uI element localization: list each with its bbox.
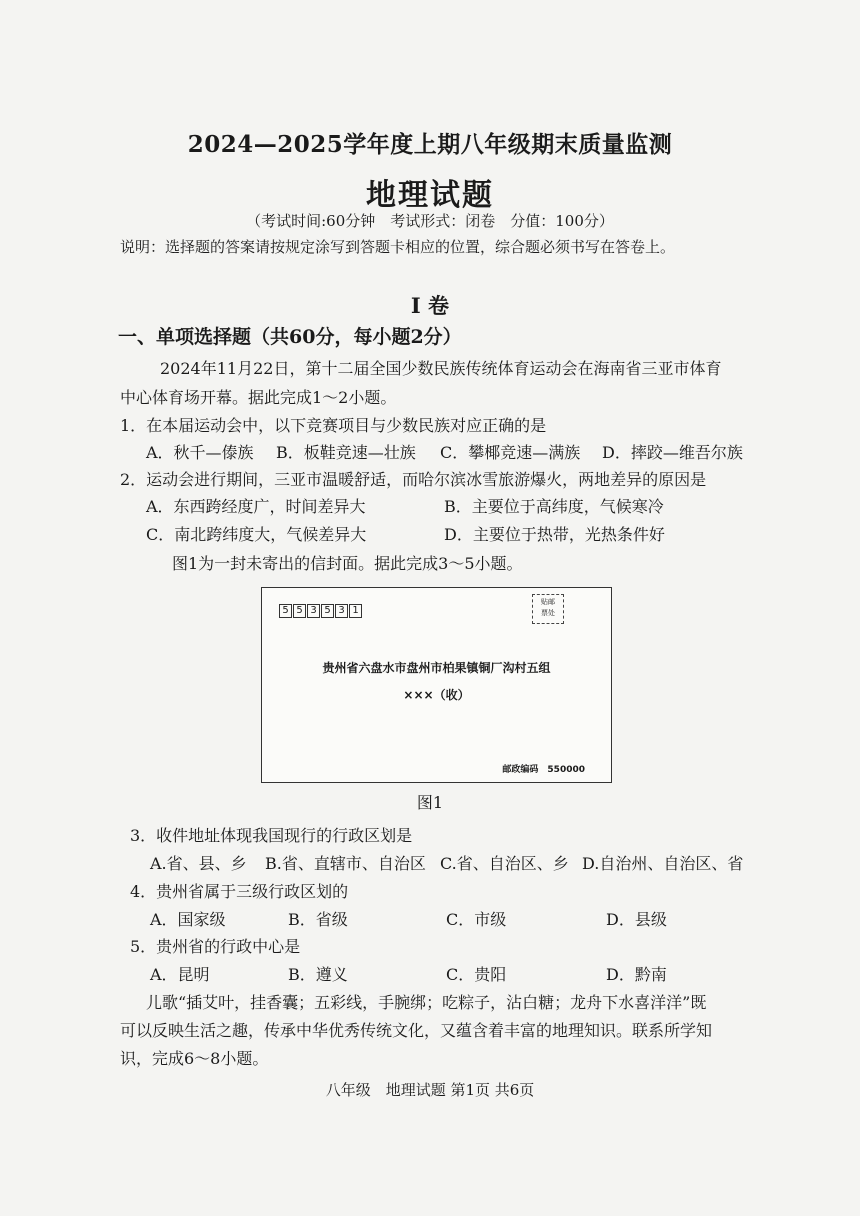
option-b: B．板鞋竞速—壮族 [276,443,416,462]
option-d: D.自治州、自治区、省 [582,854,744,873]
volume-heading: I 卷 [410,293,450,318]
figure-caption: 图1 [416,793,444,812]
option-c: C.省、自治区、乡 [440,854,569,873]
stamp-label: 贴邮 [541,598,555,606]
zip-digit: 5 [321,604,334,618]
option-a: A．秋千—傣族 [146,443,254,462]
zip-digit: 1 [349,604,362,618]
section-heading: 一、单项选择题（共60分，每小题2分） [118,326,462,348]
option-b: B．省级 [288,910,348,929]
intro-paragraph: 中心体育场开幕。据此完成1～2小题。 [120,388,397,407]
option-c: C．市级 [446,910,507,929]
option-c: C．贵阳 [446,965,507,984]
option-d: D．县级 [606,910,667,929]
question-stem: 2．运动会进行期间，三亚市温暖舒适，而哈尔滨冰雪旅游爆火，两地差异的原因是 [120,470,707,489]
envelope-figure [261,587,612,783]
zip-digit: 3 [335,604,348,618]
option-d: D．主要位于热带，光热条件好 [444,525,665,544]
option-a: A．昆明 [150,965,210,984]
exam-meta: （考试时间:60分钟 考试形式：闭卷 分值：100分） [246,212,614,230]
question-stem: 1．在本届运动会中，以下竞赛项目与少数民族对应正确的是 [120,416,547,435]
option-c: C．南北跨纬度大，气候差异大 [146,525,367,544]
question-stem: 3．收件地址体现我国现行的行政区划是 [130,826,413,845]
zip-digit: 5 [279,604,292,618]
question-stem: 5．贵州省的行政中心是 [130,937,301,956]
zip-code-boxes [279,598,363,618]
zip-digit: 3 [307,604,320,618]
envelope-address: 贵州省六盘水市盘州市柏果镇铜厂沟村五组 [322,661,551,675]
intro-paragraph: 可以反映生活之趣，传承中华优秀传统文化，又蕴含着丰富的地理知识。联系所学知 [120,1021,713,1040]
intro-paragraph: 识，完成6～8小题。 [120,1049,269,1068]
option-b: B.省、直辖市、自治区 [265,854,426,873]
option-d: D．摔跤—维吾尔族 [602,443,743,462]
option-d: D．黔南 [606,965,667,984]
stamp-box [532,594,564,624]
question-stem: 4．贵州省属于三级行政区划的 [130,882,349,901]
option-a: A．东西跨经度广，时间差异大 [146,497,366,516]
option-a: A.省、县、乡 [150,854,247,873]
option-b: B．遵义 [288,965,348,984]
option-b: B．主要位于高纬度，气候寒冷 [444,497,664,516]
intro-paragraph: 图1为一封未寄出的信封面。据此完成3～5小题。 [172,554,523,573]
exam-title: 2024—2025学年度上期八年级期末质量监测 [187,131,673,158]
page-footer: 八年级 地理试题 第1页 共6页 [325,1081,535,1099]
zip-digit: 5 [293,604,306,618]
postal-code: 邮政编码 550000 [502,765,585,775]
subject-title: 地理试题 [366,178,494,213]
stamp-label: 票处 [541,609,555,617]
intro-paragraph: 儿歌“插艾叶，挂香囊；五彩线，手腕绑；吃粽子，沾白糖；龙舟下水喜洋洋”既 [146,993,707,1012]
option-a: A．国家级 [150,910,226,929]
option-c: C．攀椰竞速—满族 [440,443,581,462]
envelope-recipient: ×××（收） [403,688,470,702]
intro-paragraph: 2024年11月22日，第十二届全国少数民族传统体育运动会在海南省三亚市体育 [160,359,722,378]
exam-note: 说明：选择题的答案请按规定涂写到答题卡相应的位置，综合题必须书写在答卷上。 [120,238,676,256]
